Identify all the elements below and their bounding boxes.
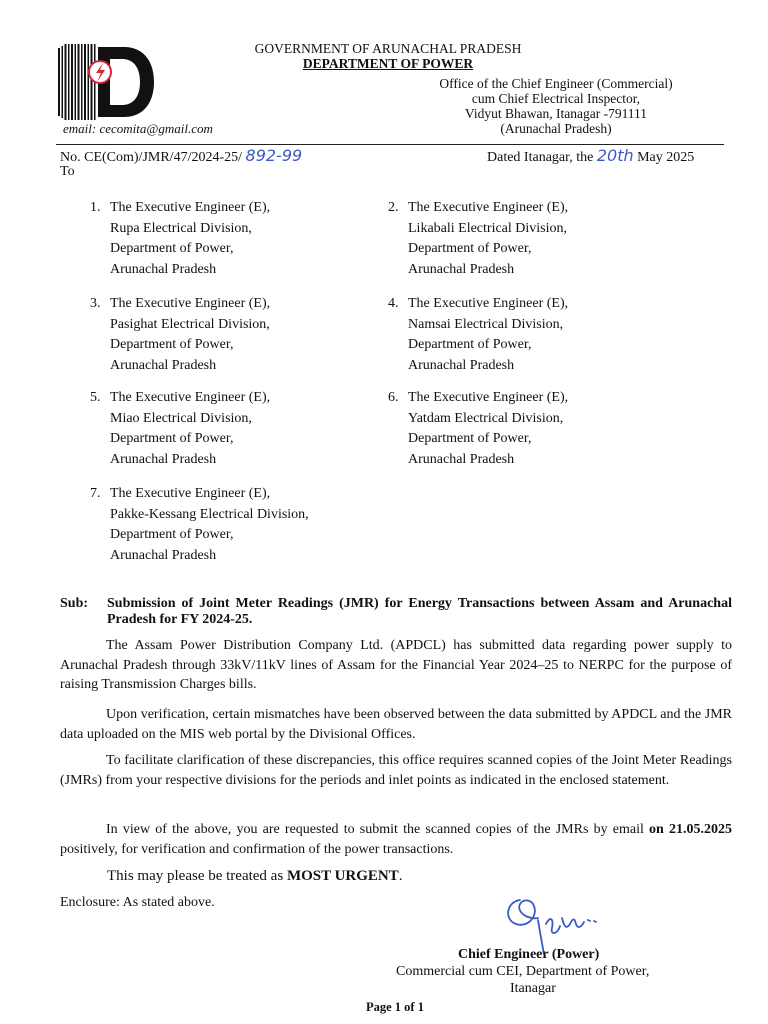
- addressee-line: Pasighat Electrical Division,: [110, 316, 270, 332]
- addressee-line: Rupa Electrical Division,: [110, 220, 252, 236]
- addressee-line: Arunachal Pradesh: [110, 261, 217, 277]
- addressee-number: 2.: [388, 200, 399, 215]
- addressee-line: The Executive Engineer (E),: [408, 200, 569, 215]
- addressee-number: 7.: [90, 486, 101, 501]
- addressee-line: The Executive Engineer (E),: [110, 296, 271, 311]
- date-handwritten: 20th: [596, 146, 634, 165]
- office-line: Office of the Chief Engineer (Commercial): [439, 76, 673, 91]
- government-title: GOVERNMENT OF ARUNACHAL PRADESH: [254, 41, 522, 56]
- subject-text: Submission of Joint Meter Readings (JMR) for Energy Transactions between Assam and Arunachal Pradesh for FY 2024-25.: [107, 596, 732, 627]
- signatory-designation: Chief Engineer (Power): [458, 947, 600, 962]
- urgency-bold: MOST URGENT: [286, 868, 399, 884]
- addressee-line: Department of Power,: [110, 337, 234, 352]
- addressee-number: 6.: [388, 390, 399, 405]
- signatory-place: Itanagar: [510, 981, 556, 996]
- urgency-prefix: This may please be treated as: [107, 868, 284, 884]
- body-paragraph: Upon verification, certain mismatches have been observed between the data submitted by APDCL and the JMR data uploaded on the MIS web portal by the Divisional Offices.: [60, 707, 732, 742]
- addressee-line: Arunachal Pradesh: [110, 451, 217, 467]
- body-paragraph: To facilitate clarification of these discrepancies, this office requires scanned copies of the Joint Meter Readings (JMRs) from your respective divisions for the periods and inlet points as indicated in the enclosed statement.: [60, 753, 732, 788]
- addressee-line: The Executive Engineer (E),: [110, 200, 271, 215]
- addressee-number: 4.: [388, 296, 399, 311]
- addressee-line: Likabali Electrical Division,: [408, 220, 568, 236]
- body-paragraph: [60, 820, 732, 859]
- request-text-end: positively, for verification and confirmation of the power transactions.: [60, 841, 454, 857]
- reference-number: [60, 146, 302, 166]
- addressee-block: [388, 294, 568, 376]
- addressee-number: 5.: [90, 390, 101, 405]
- addressee-line: Arunachal Pradesh: [408, 357, 515, 373]
- addressee-line: Arunachal Pradesh: [110, 547, 217, 563]
- addressee-line: Department of Power,: [110, 241, 234, 256]
- reference-number-handwritten: 892-99: [245, 146, 303, 165]
- addressee-line: The Executive Engineer (E),: [408, 296, 569, 311]
- date-prefix: Dated Itanagar, the: [487, 150, 594, 165]
- addressee-line: Department of Power,: [408, 241, 532, 256]
- page-number: Page 1 of 1: [366, 1000, 424, 1014]
- addressee-line: Yatdam Electrical Division,: [408, 410, 564, 426]
- email-address: email: cecomita@gmail.com: [63, 121, 213, 136]
- office-line: cum Chief Electrical Inspector,: [471, 91, 641, 106]
- subject-line: [60, 596, 732, 628]
- addressee-block: [388, 198, 568, 280]
- addressee-number: 3.: [90, 296, 101, 311]
- office-line: Vidyut Bhawan, Itanagar -791111: [464, 106, 648, 121]
- addressee-number: 1.: [90, 200, 101, 215]
- addressee-line: The Executive Engineer (E),: [110, 390, 271, 405]
- addressee-block: [90, 484, 309, 566]
- department-title: DEPARTMENT OF POWER: [302, 56, 474, 71]
- addressee-line: Department of Power,: [408, 337, 532, 352]
- to-label: To: [60, 164, 75, 179]
- deadline-date: on 21.05.2025: [649, 822, 733, 837]
- addressee-block: [388, 388, 568, 470]
- addressee-block: [90, 294, 270, 376]
- enclosure-note: Enclosure: As stated above.: [60, 895, 215, 910]
- urgency-suffix: .: [398, 868, 403, 884]
- addressee-line: Pakke-Kessang Electrical Division,: [110, 506, 309, 522]
- body-paragraph: The Assam Power Distribution Company Ltd. (APDCL) has submitted data regarding power supply to Arunachal Pradesh through 33kV/11kV lines of Assam for the Financial Year 2024–25 to NERPC for the purpose of raising Transmission Charges bills.: [60, 638, 732, 692]
- urgency-note: [107, 868, 403, 885]
- addressee-line: The Executive Engineer (E),: [408, 390, 569, 405]
- subject-label: Sub:: [60, 596, 89, 611]
- addressee-line: Arunachal Pradesh: [408, 261, 515, 277]
- addressee-line: Department of Power,: [408, 431, 532, 446]
- addressee-block: [90, 388, 270, 470]
- addressee-block: [90, 198, 270, 280]
- office-address: [420, 76, 692, 136]
- office-line: (Arunachal Pradesh): [500, 121, 612, 136]
- addressee-line: Department of Power,: [110, 527, 234, 542]
- addressee-line: Department of Power,: [110, 431, 234, 446]
- date-suffix: May 2025: [637, 150, 695, 165]
- addressee-line: Namsai Electrical Division,: [408, 316, 564, 332]
- addressee-line: Arunachal Pradesh: [110, 357, 217, 373]
- addressee-line: Arunachal Pradesh: [408, 451, 515, 467]
- request-text: In view of the above, you are requested to submit the scanned copies of the JMRs by email: [106, 822, 644, 837]
- letter-date: [487, 146, 694, 166]
- header-divider: [56, 144, 724, 145]
- addressee-line: The Executive Engineer (E),: [110, 486, 271, 501]
- signatory-office: Commercial cum CEI, Department of Power,: [396, 964, 650, 979]
- addressee-line: Miao Electrical Division,: [110, 410, 252, 426]
- reference-number-text: No. CE(Com)/JMR/47/2024-25/: [60, 150, 243, 165]
